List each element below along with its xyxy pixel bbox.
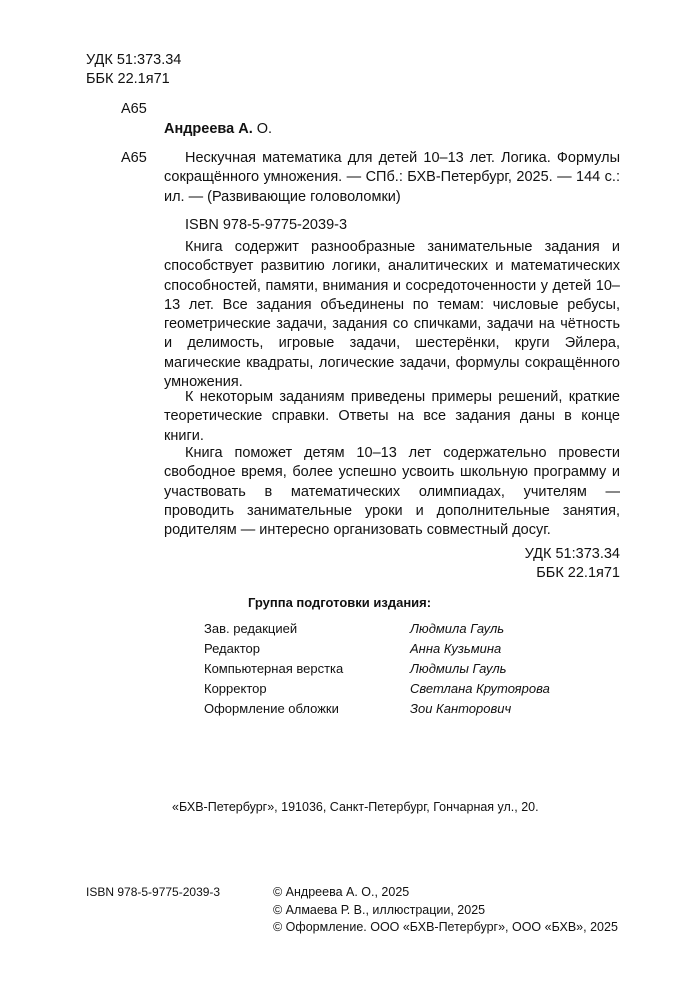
credit-name: Людмилы Гауль <box>410 661 507 676</box>
udk-code-top: УДК 51:373.34 <box>86 52 182 68</box>
credits-row <box>204 680 624 700</box>
author-initial: О. <box>256 121 273 137</box>
credit-role: Оформление обложки <box>204 701 339 716</box>
annotation-paragraph-2 <box>164 388 620 446</box>
isbn: ISBN 978-5-9775-2039-3 <box>185 217 348 233</box>
annotation-text-3: Книга поможет детям 10–13 лет содержательно провести свободное время, более успешно усвоить школьную программу и участвовать в математических олимпиадах, учителям — проводить занимательные уроки и дополнительные занятия, родителям — интересно организовать совместный досуг. <box>164 445 620 539</box>
credit-role: Редактор <box>204 641 260 656</box>
author-surname: Андреева А. <box>164 121 253 137</box>
credits-table <box>204 620 624 720</box>
bbk-code-bottom: ББК 22.1я71 <box>536 565 620 581</box>
credit-name: Зои Канторович <box>410 701 512 716</box>
annotation-paragraph-1 <box>164 238 620 392</box>
copyright-block <box>273 884 618 937</box>
credit-name: Анна Кузьмина <box>410 641 502 656</box>
credits-row <box>204 640 624 660</box>
author-line <box>164 120 272 139</box>
credits-heading: Группа подготовки издания: <box>248 595 432 610</box>
credit-role: Корректор <box>204 681 267 696</box>
credit-role: Зав. редакцией <box>204 621 298 636</box>
bibliographic-record <box>164 149 620 207</box>
annotation-text-2: К некоторым заданиям приведены примеры решений, краткие теоретические справки. Ответы на все задания даны в конце книги. <box>164 389 620 444</box>
publisher-address: «БХВ-Петербург», 191036, Санкт-Петербург, Гончарная ул., 20. <box>172 800 539 814</box>
credit-name: Светлана Крутоярова <box>410 681 550 696</box>
footer-isbn: ISBN 978-5-9775-2039-3 <box>86 885 221 899</box>
credit-name: Людмила Гауль <box>410 621 505 636</box>
credits-row <box>204 660 624 680</box>
bibliographic-text: Нескучная математика для детей 10–13 лет. Логика. Формулы сокращённого умножения. — СПб.: БХВ-Петербург, 2025. — 144 с.: ил. — (Развивающие головоломки) <box>164 150 620 205</box>
udk-code-bottom: УДК 51:373.34 <box>524 546 620 562</box>
credits-row <box>204 620 624 640</box>
author-mark: А65 <box>121 101 147 117</box>
bbk-code-top: ББК 22.1я71 <box>86 71 170 87</box>
copyright-line: © Алмаева Р. В., иллюстрации, 2025 <box>273 902 486 917</box>
copyright-line: © Оформление. ООО «БХВ-Петербург», ООО «БХВ», 2025 <box>273 920 618 934</box>
author-mark-record: А65 <box>121 150 147 166</box>
credit-role: Компьютерная верстка <box>204 661 344 676</box>
copyright-line: © Андреева А. О., 2025 <box>273 885 410 899</box>
annotation-paragraph-3 <box>164 444 620 540</box>
annotation-text-1: Книга содержит разнообразные занимательные задания и способствует развитию логики, аналитических и математических способностей, памяти, внимания и сосредоточенности у детей 10–13 лет. Все задания объединены по темам: числовые ребусы, геометрические задачи, задания со спичками, задачи на чётность и делимость, игровые задачи, шестерёнки, круги Эйлера, магические квадраты, логические задачи, формулы сокращённого умножения. <box>164 239 620 391</box>
credits-row <box>204 700 624 720</box>
